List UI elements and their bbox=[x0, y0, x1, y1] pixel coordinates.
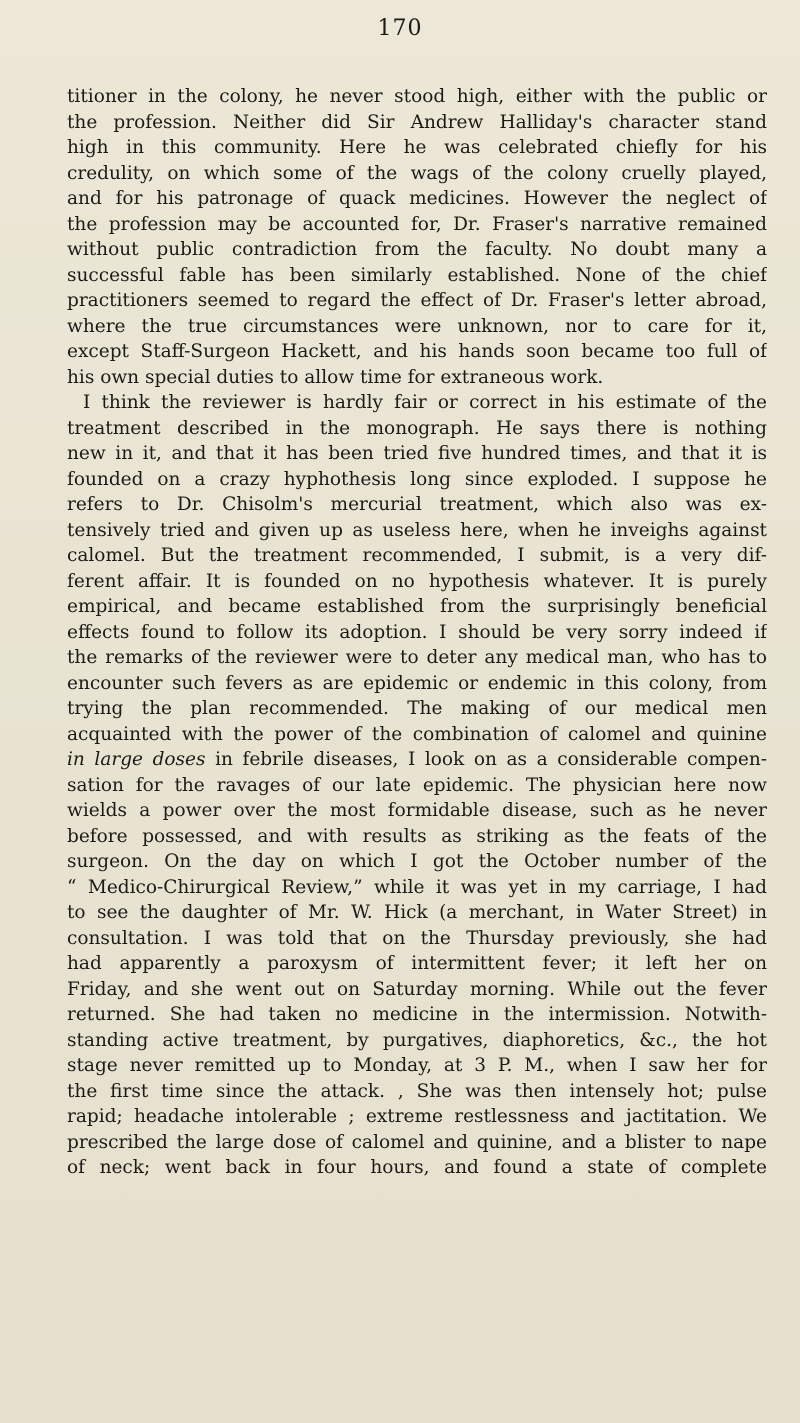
text-line: his own special duties to allow time for extraneous work. bbox=[67, 366, 604, 388]
text-line: trying the plan recommended. The making of our medical men bbox=[67, 698, 767, 719]
page-number: 170 bbox=[377, 16, 423, 41]
text-line: sation for the ravages of our late epidemic. The physician here now bbox=[67, 774, 767, 796]
text-line: successful fable has been similarly established. None of the chief bbox=[67, 264, 767, 286]
text-line: without public contradiction from the faculty. No doubt many a bbox=[67, 239, 767, 260]
text-line: credulity, on which some of the wags of the colony cruelly played, bbox=[67, 162, 767, 184]
text-line: the first time since the attack. , She was then intensely hot; pulse bbox=[67, 1080, 767, 1102]
italic-phrase: in large doses bbox=[67, 749, 206, 770]
text-line: had apparently a paroxysm of intermittent fever; it left her on bbox=[67, 953, 767, 974]
text-line: calomel. But the treatment recommended, I submit, is a very dif- bbox=[67, 545, 767, 566]
text-line: new in it, and that it has been tried five hundred times, and that it is bbox=[67, 443, 767, 464]
text-line: the remarks of the reviewer were to deter any medical man, who has to bbox=[67, 647, 767, 668]
text-line: the profession. Neither did Sir Andrew Halliday's character stand bbox=[67, 111, 767, 133]
text-line: returned. She had taken no medicine in the intermission. Notwith- bbox=[67, 1004, 767, 1025]
text-line: surgeon. On the day on which I got the October number of the bbox=[67, 851, 767, 872]
text-line: to see the daughter of Mr. W. Hick (a merchant, in Water Street) in bbox=[67, 902, 767, 923]
text-line: wields a power over the most formidable disease, such as he never bbox=[67, 800, 767, 821]
text-line: encounter such fevers as are epidemic or endemic in this colony, from bbox=[67, 672, 767, 694]
text-line: Friday, and she went out on Saturday morning. While out the fever bbox=[67, 978, 767, 1000]
text-line: titioner in the colony, he never stood high, either with the public or bbox=[67, 86, 767, 107]
text-line: “ Medico-Chirurgical Review,” while it was yet in my carriage, I had bbox=[67, 876, 767, 898]
text-line: prescribed the large dose of calomel and quinine, and a blister to nape bbox=[67, 1131, 767, 1153]
text-line: refers to Dr. Chisolm's mercurial treatment, which also was ex- bbox=[67, 494, 767, 515]
text-fragment: in febrile diseases, I look on as a considerable compen- bbox=[205, 749, 767, 770]
text-line: stage never remitted up to Monday, at 3 P. M., when I saw her for bbox=[67, 1055, 767, 1076]
body-text bbox=[67, 84, 767, 1181]
text-line: acquainted with the power of the combination of calomel and quinine bbox=[67, 723, 767, 745]
text-line: I think the reviewer is hardly fair or correct in his estimate of the bbox=[83, 392, 767, 413]
text-line: empirical, and became established from the surprisingly beneficial bbox=[67, 596, 767, 617]
text-line: high in this community. Here he was celebrated chiefly for his bbox=[67, 137, 767, 158]
text-line: treatment described in the monograph. He says there is nothing bbox=[67, 417, 767, 439]
text-line: of neck; went back in four hours, and found a state of complete bbox=[67, 1157, 767, 1178]
text-line: rapid; headache intolerable ; extreme restlessness and jactitation. We bbox=[67, 1106, 767, 1127]
text-line: consultation. I was told that on the Thursday previously, she had bbox=[67, 927, 767, 949]
text-line: founded on a crazy hyphothesis long since exploded. I suppose he bbox=[67, 468, 767, 490]
text-line: except Staff-Surgeon Hackett, and his hands soon became too full of bbox=[67, 341, 767, 362]
text-line: where the true circumstances were unknown, nor to care for it, bbox=[67, 315, 767, 337]
text-line: practitioners seemed to regard the effect of Dr. Fraser's letter abroad, bbox=[67, 290, 767, 311]
text-line: effects found to follow its adoption. I should be very sorry indeed if bbox=[67, 621, 767, 643]
text-line: tensively tried and given up as useless here, when he inveighs against bbox=[67, 519, 767, 541]
text-line: the profession may be accounted for, Dr. Fraser's narrative remained bbox=[67, 213, 767, 235]
text-line: standing active treatment, by purgatives, diaphoretics, &c., the hot bbox=[67, 1029, 767, 1051]
text-line: ferent affair. It is founded on no hypothesis whatever. It is purely bbox=[67, 570, 767, 592]
text-line: before possessed, and with results as striking as the feats of the bbox=[67, 825, 767, 847]
text-line-italic bbox=[67, 747, 767, 773]
text-line: and for his patronage of quack medicines. However the neglect of bbox=[67, 188, 767, 209]
